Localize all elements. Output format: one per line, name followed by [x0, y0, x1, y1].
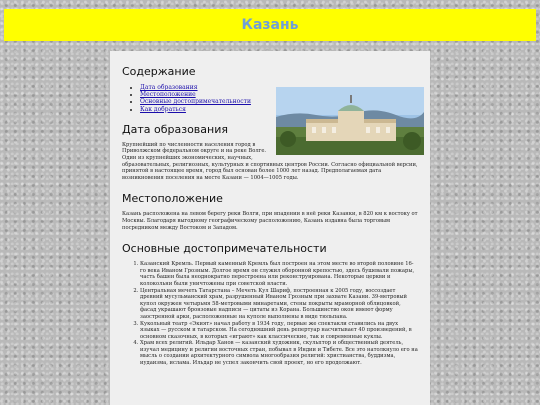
kazan-photo-illustration [276, 87, 424, 155]
toc-link-sights[interactable]: Основные достопримечательности [140, 98, 251, 106]
toc-link-location[interactable]: Местоположение [140, 91, 196, 99]
toc-title: Содержание [122, 65, 196, 78]
toc-link-founding[interactable]: Дата образования [140, 84, 198, 91]
location-text: Казань расположена на левом берегу реки Волги, при впадении в неё реки Казанки, в 820 км к востоку от Москвы. Благодаря выгодному географическому расположению, Казань издавна была торговым посредником между Востоком и Западом. [122, 211, 418, 231]
founding-text: Крупнейший по численности населения город в Приволжском федеральном округе и на реке Волге. Один из крупнейших экономических, научных, образовательных, религиозных, культурных и спортивных центров России. Согласно официальной версии, принятой в настоящее время, город был основан более 1000 лет назад. Предполагаемая дата возникновения поселения на месте Казани — 1004—1005 годы. [122, 141, 418, 181]
sights-list [122, 261, 418, 367]
sight-item-puppet-theatre: 3. Кукольный театр «Экият» начал работу в 1934 году, первые же спектакли ставились на двух языках — русском и татарском. На сегодняшний день репертуар насчитывает 40 произведений, в основном сказочных, в которых «играют» как классические, так и современные куклы. [140, 321, 418, 341]
toc-link-directions[interactable]: Как добраться [140, 105, 186, 113]
page-header [4, 9, 536, 41]
sight-item-temple: 4. Храм всех религий. Ильдар Ханов — казанский художник, скульптор и общественный деятель, изучал медицину и религии восточных стран, побывал в Индии и Тибете. Все это натолкнуло его на мысль о создании архитектурного символа многообразия религий: христианства, буддизма, иудаизма, ислама. Ильдар не успел закончить свой проект, но его продолжают. [140, 340, 418, 366]
sights-title: Основные достопримечательности [122, 242, 327, 256]
sight-item-mosque: 2. Центральная мечеть Татарстана – Мечеть Кул Шариф, построенная к 2005 году, воссоздает древний мусульманский храм, разрушенный Иваном Грозным при захвате Казани. 39-метровый купол окружен четырьмя 58-метровыми минаретами, стены покрыты мраморной облицовкой, фасад украшают бронзовые надписи — цитаты из Корана. Большинство окон имеют форму заостренной арки, расположенные на куполе выполнены в виде тюльпана. [140, 288, 418, 321]
founding-title: Дата образования [122, 122, 228, 136]
main-content [110, 51, 430, 405]
page-title: Казань [241, 17, 299, 33]
sight-item-kremlin: 1. Казанский Кремль. Первый каменный Кремль был построен на этом месте во второй половине 16-го века Иваном Грозным. Долгое время он служил оборонной крепостью, здесь бушевали пожары, часть башен была неоднократно перестроена или реконструирована. Некоторые церкви и колокольни были уничтожены при советской власти. [140, 261, 418, 287]
location-title: Местоположение [122, 192, 223, 206]
kazan-photo [276, 87, 424, 155]
